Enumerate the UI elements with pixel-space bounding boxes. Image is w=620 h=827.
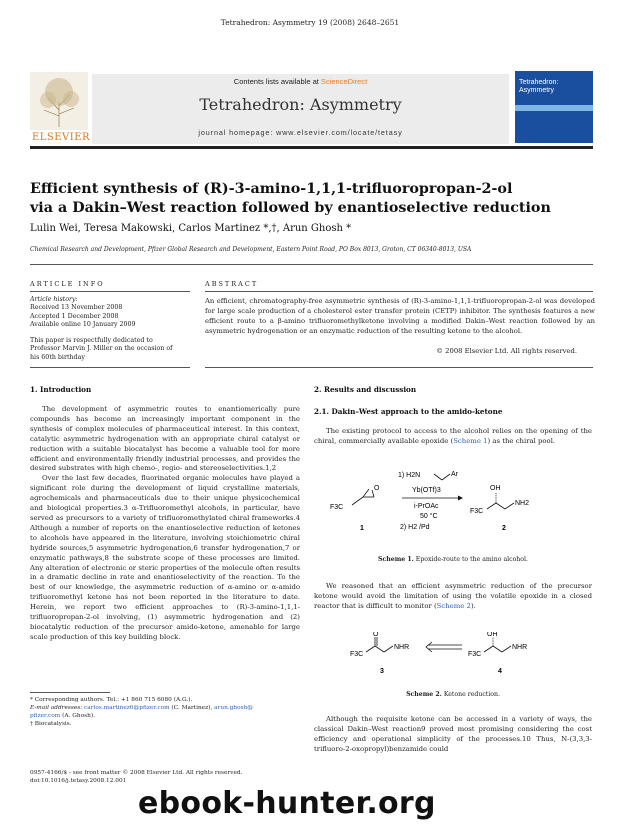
compound-1-label: 1 (360, 525, 364, 532)
compound-4-label: 4 (498, 668, 502, 675)
results-p1-b: ) as the chiral pool. (487, 436, 556, 445)
corresponding-note: * Corresponding authors. Tel.: +1 860 715 6080 (A.G.). (30, 697, 193, 703)
intro-paragraph-2: Over the last few decades, fluorinated organic molecules have played a significant role during the development of liquid crystalline materials, agrochemicals and pharmaceuticals due to their unique physicochemical and biological properties.3 α-Trifluoromethyl alcohols, in particular, have served as precursors to a variety of trifluoromethylated chiral frameworks.4 Although a number of reports on the enantioselective reduction of ketones to alcohols have appeared in the literature, involving stoichiometric chiral hydride sources,5 asymmetric hydrogenation,6 transfer hydrogenation,7 or enzymatic pathways,8 the substrate scope of these processes are limited. Any alteration of electronic or steric properties of the molecule often results in a dramatic decline in rate and enantioselectivity of the reaction. To the best of our knowledge, the asymmetric reduction of α-amino or α-amido trifluoromethyl ketone has not been reported in the literature to date. Herein, we report two efficient approaches to (R)-3-amino-1,1,1-trifluoropropan-2-ol involving, (1) asymmetric hydrogenation and (2) biocatalytic reduction of the precursor amido-ketone, amenable for large scale production of this key building block. (30, 474, 300, 641)
dedication-line-2: Professor Marvin J. Miller on the occasion of (30, 345, 173, 353)
dedication-line-3: his 60th birthday (30, 353, 85, 361)
abstract-heading: ABSTRACT (205, 280, 259, 288)
left-cf3-label: F3C (330, 504, 344, 511)
scheme2-link[interactable]: Scheme 2 (436, 601, 471, 610)
intro-body (30, 405, 300, 643)
bond (484, 646, 493, 652)
scheme-2-caption (314, 691, 592, 698)
scheme-2-caption-label: Scheme 2. (406, 691, 442, 698)
bond (442, 474, 450, 480)
compound-3-label: 3 (380, 668, 384, 675)
retro-arrow-head (426, 642, 432, 652)
watermark: ebook-hunter.org (138, 786, 436, 821)
results-paragraph-2 (314, 582, 592, 612)
s2-left-cf3: F3C (350, 651, 364, 658)
sciencedirect-link[interactable]: ScienceDirect (320, 77, 368, 86)
article-info-heading: ARTICLE INFO (30, 280, 105, 288)
scheme-1-caption-text: Epoxide-route to the amino alcohol. (415, 556, 528, 563)
email-martinez[interactable]: carlos.martinez6@pfizer.com (84, 705, 170, 711)
footnote-rule (30, 692, 110, 693)
accepted-date: Accepted 1 December 2008 (30, 312, 119, 320)
email-ghosh-part1[interactable]: arun.ghosh@ (214, 705, 254, 711)
divider (30, 291, 190, 292)
masthead-rule (30, 146, 593, 149)
running-head: Tetrahedron: Asymmetry 19 (2008) 2648–2651 (220, 18, 400, 27)
step1-text: 1) H2N (398, 472, 421, 479)
results-p2-b: ). (470, 601, 476, 610)
intro-heading: 1. Introduction (30, 385, 92, 394)
footnotes (30, 696, 300, 728)
divider (30, 367, 190, 368)
journal-title: Tetrahedron: Asymmetry (199, 95, 402, 114)
results-paragraph-3 (314, 715, 592, 755)
scheme-1-caption (314, 556, 592, 563)
s2-right-oh: OH (487, 632, 498, 638)
results-p1-a: The existing protocol to access to the alcohol relies on the opening of the chiral, commercially available epoxide ( (314, 427, 592, 445)
step2-text: 2) H2 /Pd (400, 524, 430, 531)
dagger-note: † Biocatalysis. (30, 721, 72, 727)
affiliation: Chemical Research and Development, Pfizer Global Research and Development, Eastern Point Road, PO Box 8013, Groton, CT 06340-8013, USA (30, 246, 472, 253)
dedication-line-1: This paper is respectfully dedicated to (30, 337, 153, 345)
s2-right-cf3: F3C (468, 651, 482, 658)
step1-ar: Ar (451, 471, 458, 478)
bond (496, 503, 505, 509)
reagent-temp: 50 °C (420, 513, 438, 520)
email-ghosh-who: (A. Ghosh). (62, 713, 95, 719)
bond (505, 503, 514, 509)
results-p3: Although the requisite ketone can be accessed in a variety of ways, the classical Dakin–West reaction9 proved most promising considering the cost efficiency and operational simplicity of the processes.10 Thus, N-(3,3,3-trifluoro-2-oxopropyl)benzamide could (314, 715, 592, 753)
results-p2-a: We reasoned that an efficient asymmetric reduction of the precursor ketone would avoid the limitation of using the volatile epoxide in a closed reactor that is difficult to monitor ( (314, 582, 592, 610)
left-o-label: O (374, 485, 380, 492)
received-date: Received 13 November 2008 (30, 304, 123, 312)
divider (205, 291, 593, 292)
email-note (30, 704, 300, 712)
bond (493, 646, 502, 652)
contents-line (92, 77, 509, 86)
intro-paragraph-1: The development of asymmetric routes to enantiomerically pure compounds has become an increasingly important component in the synthesis of complex molecules of pharmaceutical interest. In this context, catalytic asymmetric hydrogenation with an appropriate chiral catalyst or reduction with a suitable biocatalyst has become a valuable tool for more efficient and environmentally friendly industrial processes, and provides the desired substrates with high chemo-, regio- and stereoselectivities.1,2 (30, 405, 300, 473)
reagent-yb: Yb(OTf)3 (412, 487, 441, 494)
results-paragraph-1 (314, 427, 592, 447)
front-matter: 0957-4166/$ - see front matter © 2008 Elsevier Ltd. All rights reserved. (30, 770, 243, 776)
bond (384, 646, 393, 652)
reagent-solvent: i-PrOAc (414, 503, 439, 510)
bond (363, 489, 369, 497)
results-subheading: 2.1. Dakin–West approach to the amido-ketone (314, 407, 503, 416)
email-martinez-who: (C. Martinez), (171, 705, 213, 711)
results-heading: 2. Results and discussion (314, 385, 417, 394)
cover-stripe (515, 105, 593, 111)
bond (434, 474, 442, 480)
s2-right-nhr: NHR (512, 644, 528, 651)
email-label: E-mail addresses: (30, 705, 83, 711)
divider (30, 264, 593, 265)
scheme-2-graphic (350, 632, 580, 682)
abstract-text: An efficient, chromatography-free asymmetric synthesis of (R)-3-amino-1,1,1-trifluoropropan-2-ol was developed for large scale production of a cholesterol ester transfer protein (CETP) inhibitor. The synthesis features a new efficient route to a β-amino trifluoromethylketone involving a modified Dakin–West reaction followed by an asymmetric hydrogenation or an enzymatic reduction of the resulting ketone to the alcohol. (205, 297, 595, 335)
doi[interactable]: doi:10.1016/j.tetasy.2008.12.001 (30, 777, 127, 784)
journal-homepage[interactable]: journal homepage: www.elsevier.com/locate/tetasy (198, 128, 403, 137)
right-oh-label: OH (490, 485, 501, 492)
elsevier-wordmark: ELSEVIER (31, 132, 91, 143)
compound-2-label: 2 (502, 525, 506, 532)
bond (375, 646, 384, 652)
scheme-1-graphic (330, 468, 580, 568)
scheme1-link[interactable]: Scheme 1 (453, 436, 488, 445)
copyright: © 2008 Elsevier Ltd. All rights reserved. (436, 347, 577, 355)
journal-cover-image (515, 71, 593, 143)
bond (502, 646, 511, 652)
s2-left-nhr: NHR (394, 644, 410, 651)
right-nh2-label: NH2 (515, 500, 530, 507)
article-title-line-1: Efficient synthesis of (R)-3-amino-1,1,1-trifluoropropan-2-ol (30, 181, 513, 197)
bond (366, 646, 375, 652)
bond (352, 497, 363, 505)
article-title-line-2: via a Dakin–West reaction followed by enantioselective reduction (30, 200, 551, 216)
email-ghosh-part2[interactable]: pfizer.com (30, 713, 61, 719)
bond (487, 503, 496, 509)
right-cf3-label: F3C (470, 508, 484, 515)
s2-left-o: O (373, 632, 379, 638)
author-list: Lulin Wei, Teresa Makowski, Carlos Martinez *,†, Arun Ghosh * (30, 223, 352, 234)
article-title (30, 180, 590, 218)
cover-title: Tetrahedron: Asymmetry (519, 79, 559, 94)
contents-prefix: Contents lists available at (233, 77, 321, 86)
email-note-cont (30, 712, 300, 720)
history-label: Article history: (30, 296, 78, 303)
scheme-2-caption-text: Ketone reduction. (443, 691, 500, 698)
arrow-head (458, 496, 463, 501)
scheme-1-caption-label: Scheme 1. (378, 556, 414, 563)
page-footer (30, 770, 320, 786)
online-date: Available online 10 January 2009 (30, 320, 136, 328)
article-history (30, 296, 200, 362)
divider (205, 367, 593, 368)
